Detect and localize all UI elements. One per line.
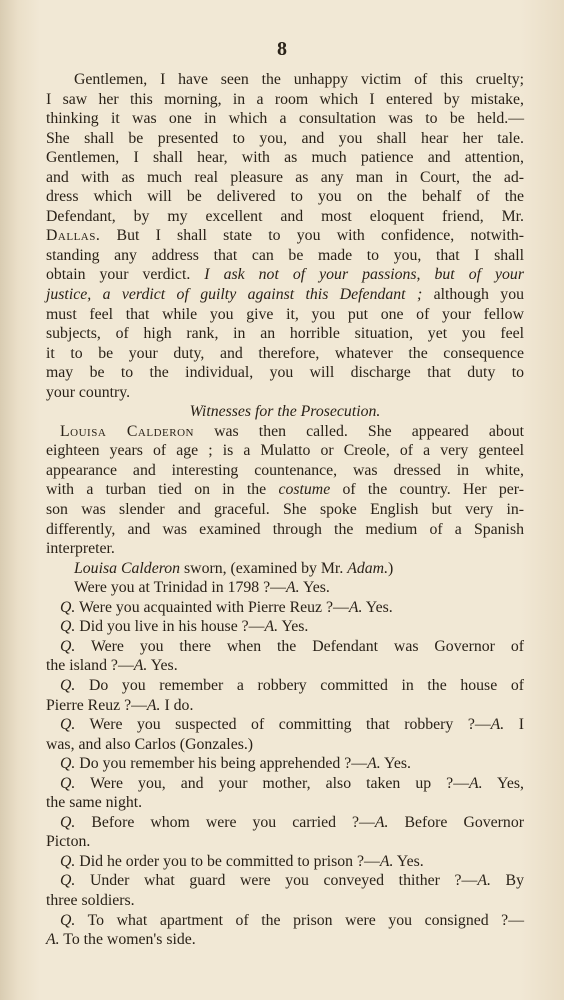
text-line	[46, 70, 524, 90]
text-line	[46, 246, 524, 266]
text-run: although you	[422, 286, 524, 304]
text-line	[46, 930, 524, 950]
text-line	[46, 813, 524, 833]
italic-text: Q.	[60, 637, 76, 655]
italic-text: A.	[133, 657, 148, 675]
text-run: obtain your verdict.	[46, 266, 205, 284]
text-run: with a turban tied on in the	[46, 481, 279, 499]
text-run: subjects, of high rank, in an horrible situation, yet you feel	[46, 325, 524, 343]
italic-text: Q.	[60, 755, 76, 773]
italic-text: Q.	[60, 676, 76, 694]
page-text	[46, 70, 524, 950]
text-line	[46, 793, 524, 813]
text-line	[46, 363, 524, 383]
italic-text: A.	[264, 618, 279, 636]
text-run: But I shall state to you with confidence, notwith-	[100, 227, 524, 245]
italic-text: Q.	[60, 911, 76, 929]
text-run: Do you remember a robbery committed in the house of	[75, 676, 524, 694]
text-run: I saw her this morning, in a room which I entered by mistake,	[46, 90, 524, 108]
text-run: eighteen years of age ; is a Mulatto or Creole, of a very genteel	[46, 442, 524, 460]
text-run: )	[388, 559, 394, 577]
text-line	[46, 148, 524, 168]
text-line	[46, 265, 524, 285]
text-run: To what apartment of the prison were you consigned ?—	[75, 911, 524, 929]
text-run: Defendant, by my excellent and most eloquent friend, Mr.	[46, 207, 524, 225]
text-line	[46, 109, 524, 129]
text-line	[46, 774, 524, 794]
text-line	[46, 324, 524, 344]
text-line	[46, 852, 524, 872]
text-run: Pierre Reuz ?—	[46, 696, 147, 714]
text-run: Yes.	[147, 657, 178, 675]
text-line	[46, 305, 524, 325]
text-line	[46, 715, 524, 735]
text-run: dress which will be delivered to you on the behalf of the	[46, 188, 524, 206]
text-run: Witnesses for the Prosecution.	[189, 403, 381, 421]
page-number: 8	[277, 38, 287, 60]
text-run: Yes,	[482, 774, 524, 792]
text-line	[46, 461, 524, 481]
italic-text: A.	[379, 852, 394, 870]
italic-text: A.	[374, 813, 389, 831]
text-run: thinking it was one in which a consultation was to be held.—	[46, 110, 524, 128]
text-run: your country.	[46, 383, 131, 401]
text-line	[46, 441, 524, 461]
text-run: Did you live in his house ?—	[75, 618, 265, 636]
text-line	[46, 832, 524, 852]
text-line	[46, 168, 524, 188]
text-run: Picton.	[46, 833, 91, 851]
small-caps-name: Dallas.	[46, 227, 101, 245]
italic-text: Q.	[60, 852, 76, 870]
text-run: Gentlemen, I shall hear, with as much patience and attention,	[46, 149, 524, 167]
text-line	[46, 480, 524, 500]
text-run: was then called. She appeared about	[193, 422, 524, 440]
text-run: Were you there when the Defendant was Governor of	[75, 637, 524, 655]
italic-text: A.	[46, 931, 60, 949]
small-caps-name: Louisa Calderon	[60, 422, 194, 440]
text-line	[46, 422, 524, 442]
text-line	[46, 598, 524, 618]
text-run: Were you acquainted with Pierre Reuz ?—	[75, 598, 349, 616]
text-line	[46, 754, 524, 774]
italic-text: Adam.	[347, 559, 389, 577]
text-run: and with as much real pleasure as any man in Court, the ad-	[46, 168, 524, 186]
italic-text: A.	[285, 579, 300, 597]
italic-text: Q.	[60, 774, 76, 792]
text-line	[46, 656, 524, 676]
text-line	[46, 617, 524, 637]
italic-text: Q.	[60, 813, 76, 831]
italic-text: Q.	[60, 716, 76, 734]
text-run: Yes.	[278, 618, 309, 636]
text-line	[46, 871, 524, 891]
italic-text: A.	[469, 774, 483, 792]
text-run: Gentlemen, I have seen the unhappy victim of this cruelty;	[74, 71, 524, 88]
italic-text: A.	[490, 716, 505, 734]
text-run: appearance and interesting countenance, was dressed in white,	[46, 461, 524, 479]
text-run: was, and also Carlos (Gonzales.)	[46, 735, 254, 753]
text-run: Yes.	[380, 755, 411, 773]
text-run: She shall be presented to you, and you shall hear her tale.	[46, 129, 524, 147]
text-line	[46, 696, 524, 716]
text-line	[46, 129, 524, 149]
text-line	[46, 500, 524, 520]
text-run: three soldiers.	[46, 891, 135, 909]
text-run: Before Governor	[388, 813, 524, 831]
text-run: sworn, (examined by Mr.	[180, 559, 348, 577]
text-line	[46, 891, 524, 911]
text-run: differently, and was examined through the medium of a Spanish	[46, 520, 524, 538]
italic-text: A.	[477, 872, 491, 890]
text-line	[46, 226, 524, 246]
text-line	[46, 383, 524, 403]
text-line	[46, 520, 524, 540]
text-run: of the country. Her per-	[330, 481, 524, 499]
text-run: standing any address that can be made to you, that I shall	[46, 246, 524, 264]
text-run: Do you remember his being apprehended ?—	[75, 755, 368, 773]
italic-text: Q.	[60, 618, 76, 636]
text-run: Were you at Trinidad in 1798 ?—	[74, 579, 286, 597]
text-run: To the women's side.	[59, 931, 196, 949]
text-run: By	[490, 872, 524, 890]
text-run: Before whom were you carried ?—	[75, 813, 375, 831]
text-line	[46, 285, 524, 305]
text-run: Yes.	[393, 852, 424, 870]
italic-text: A.	[367, 755, 381, 773]
text-run: I	[504, 716, 524, 734]
text-run: the same night.	[46, 794, 143, 812]
italic-text: justice, a verdict of guilty against this Defendant ;	[46, 286, 423, 304]
text-run: Yes.	[299, 579, 330, 597]
text-line	[46, 207, 524, 227]
text-run: must feel that while you give it, you put one of your fellow	[46, 305, 524, 323]
italic-text: A.	[146, 696, 161, 714]
text-line	[46, 539, 524, 559]
text-run: it to be your duty, and therefore, whatever the consequence	[46, 344, 524, 362]
italic-text: Louisa Calderon	[74, 559, 181, 577]
text-line	[46, 90, 524, 110]
text-line	[46, 187, 524, 207]
text-run: I do.	[160, 696, 194, 714]
text-run: may be to the individual, you will discharge that duty to	[46, 364, 524, 382]
text-line	[46, 344, 524, 364]
text-run: Yes.	[362, 598, 393, 616]
text-run: the island ?—	[46, 657, 134, 675]
italic-text: costume	[278, 481, 331, 499]
text-line	[46, 735, 524, 755]
text-line	[46, 676, 524, 696]
italic-text: Q.	[60, 598, 76, 616]
text-run: Were you suspected of committing that robbery ?—	[75, 716, 491, 734]
text-line	[46, 911, 524, 931]
text-line	[46, 578, 524, 598]
text-run: Were you, and your mother, also taken up ?—	[75, 774, 469, 792]
italic-text: I ask not of your passions, but of your	[204, 266, 524, 284]
text-line	[46, 559, 524, 579]
text-line	[46, 637, 524, 657]
italic-text: Q.	[60, 872, 76, 890]
text-run: Under what guard were you conveyed thither ?—	[75, 872, 478, 890]
text-line	[46, 402, 524, 422]
text-run: interpreter.	[46, 540, 115, 558]
text-run: Did he order you to be committed to prison ?—	[75, 852, 380, 870]
italic-text: A.	[348, 598, 363, 616]
text-run: son was slender and graceful. She spoke English but very in-	[46, 501, 524, 519]
